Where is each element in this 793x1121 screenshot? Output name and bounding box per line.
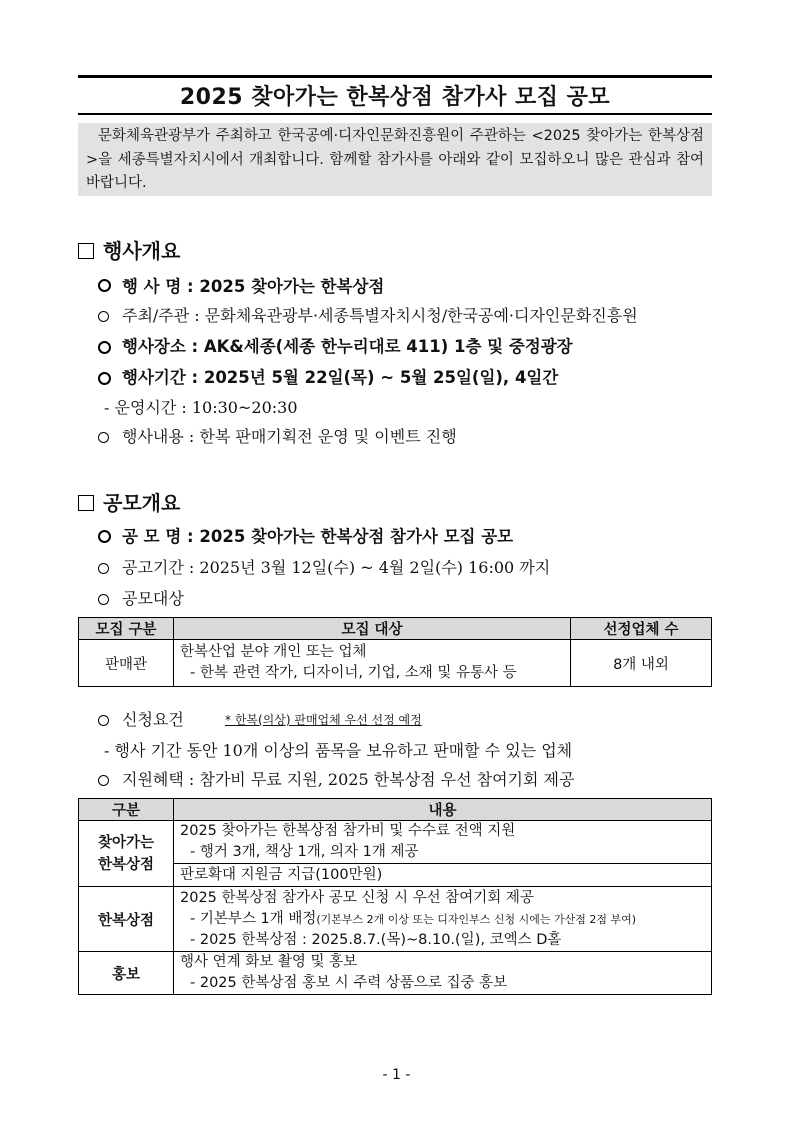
section-heading-text: 공모개요 [103, 491, 181, 515]
content-line: - 2025 한복상점 : 2025.8.7.(목)~8.10.(일), 코엑스 D홀 [190, 931, 562, 948]
event-hours: - 운영시간 : 10:30~20:30 [104, 398, 298, 417]
content-line: 2025 찾아가는 한복상점 참가비 및 수수료 전액 지원 [180, 823, 516, 839]
circle-bullet-icon [98, 311, 109, 322]
contest-name: 공 모 명 : 2025 찾아가는 한복상점 참가사 모집 공모 [122, 527, 514, 546]
content-main: - 기본부스 1개 배정 [190, 910, 317, 927]
table-row [79, 640, 712, 687]
event-content: 행사내용 : 한복 판매기획전 운영 및 이벤트 진행 [122, 427, 457, 446]
table-cell-category: 판매관 [79, 640, 174, 687]
table-cell-content [174, 821, 712, 864]
table-cell-content [174, 952, 712, 995]
requirements-note: * 한복(의상) 판매업체 우선 선정 예정 [225, 713, 422, 727]
contest-target-label: 공모대상 [122, 589, 184, 608]
table-header-cell: 내용 [174, 799, 712, 821]
content-line: - 2025 한복상점 홍보 시 주력 상품으로 집중 홍보 [190, 975, 508, 991]
table-cell-target [174, 640, 571, 687]
content-line [180, 909, 705, 930]
table-header-row [79, 618, 712, 640]
circle-bullet-icon [98, 715, 109, 726]
section-heading-text: 행사개요 [103, 239, 181, 263]
circle-bullet-icon [98, 563, 109, 574]
event-host: 주최/주관 : 문화체육관광부·세종특별자치시청/한국공예·디자인문화진흥원 [122, 306, 638, 325]
section-heading-event [78, 235, 180, 264]
target-line: 한복산업 분야 개인 또는 업체 [180, 644, 367, 660]
table-row [79, 864, 712, 887]
table-cell-content [174, 887, 712, 952]
table-header-cell: 모집 대상 [174, 618, 571, 640]
intro-text: 문화체육관광부가 주최하고 한국공예·디자인문화진흥원이 주관하는 <2025 찾아가는 한복상점>을 세종특별자치시에서 개최합니다. 함께할 참가사를 아래와 같이 모집하오니 많은 관심과 참여 바랍니다. [86, 128, 704, 191]
table-cell-content: 판로확대 지원금 지급(100만원) [174, 864, 712, 887]
benefit-line: 지원혜택 : 참가비 무료 지원, 2025 한복상점 우선 참여기회 제공 [122, 770, 575, 789]
content-line: 2025 한복상점 참가사 공모 신청 시 우선 참여기회 제공 [180, 889, 534, 906]
table-cell-category [79, 821, 174, 887]
circle-bullet-icon [98, 775, 109, 786]
intro-paragraph [78, 123, 712, 196]
page-number: - 1 - [382, 1067, 411, 1083]
contest-period: 공고기간 : 2025년 3월 12일(수) ~ 4월 2일(수) 16:00 까지 [122, 558, 551, 577]
page-title: 2025 찾아가는 한복상점 참가사 모집 공모 [78, 75, 712, 115]
circle-bullet-icon [98, 341, 111, 354]
table-header-row [79, 799, 712, 821]
table-cell-count: 8개 내외 [571, 640, 712, 687]
circle-bullet-icon [98, 279, 111, 292]
content-note: (기본부스 2개 이상 또는 디자인부스 신청 시에는 가산점 2점 부여) [316, 912, 637, 926]
circle-bullet-icon [98, 530, 111, 543]
category-line: 찾아가는 [97, 834, 155, 851]
content-line: 행사 연계 화보 촬영 및 홍보 [180, 954, 358, 970]
table-row [79, 821, 712, 864]
table-header-cell: 선정업체 수 [571, 618, 712, 640]
table-row [79, 887, 712, 952]
circle-bullet-icon [98, 432, 109, 443]
table-header-cell: 구분 [79, 799, 174, 821]
benefit-table [78, 798, 712, 995]
table-row [79, 952, 712, 995]
requirements-label: 신청요건 [122, 710, 184, 729]
table-cell-category: 한복상점 [79, 887, 174, 952]
table-cell-category: 홍보 [79, 952, 174, 995]
square-bullet-icon [78, 243, 94, 259]
square-bullet-icon [78, 495, 94, 511]
content-line: - 행거 3개, 책상 1개, 의자 1개 제공 [190, 844, 419, 860]
event-period: 행사기간 : 2025년 5월 22일(목) ~ 5월 25일(일), 4일간 [122, 368, 559, 387]
section-heading-contest [78, 487, 180, 516]
circle-bullet-icon [98, 372, 111, 385]
category-line: 한복상점 [97, 856, 155, 873]
circle-bullet-icon [98, 594, 109, 605]
event-name: 행 사 명 : 2025 찾아가는 한복상점 [122, 277, 385, 296]
recruit-table [78, 617, 712, 687]
table-header-cell: 모집 구분 [79, 618, 174, 640]
target-line: - 한복 관련 작가, 디자이너, 기업, 소재 및 유통사 등 [190, 665, 517, 681]
requirements-detail: - 행사 기간 동안 10개 이상의 품목을 보유하고 판매할 수 있는 업체 [104, 741, 573, 760]
event-venue: 행사장소 : AK&세종(세종 한누리대로 411) 1층 및 중정광장 [122, 337, 573, 356]
